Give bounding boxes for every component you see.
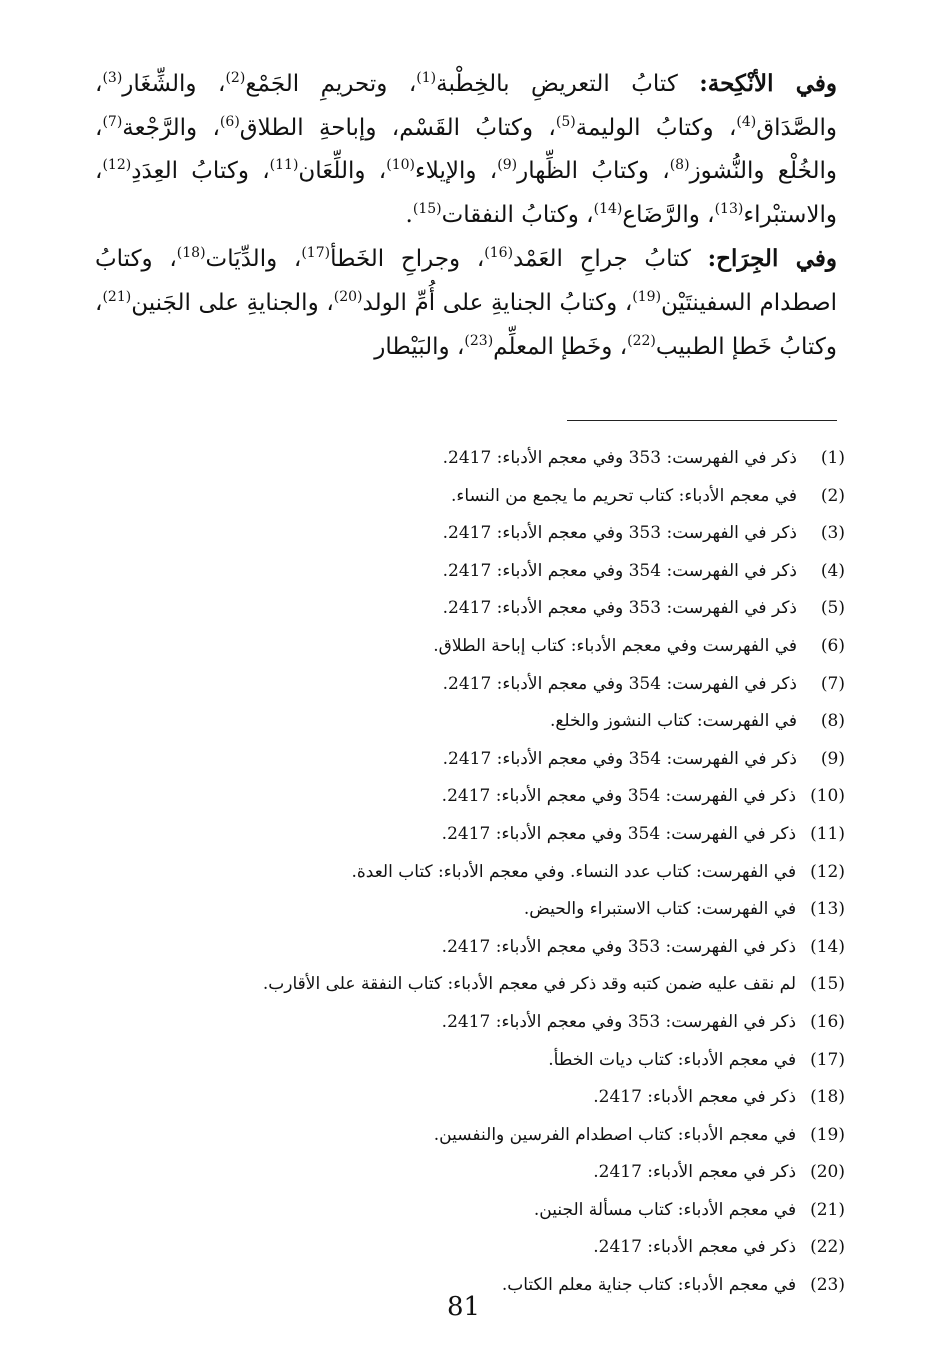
page-number: 81 (446, 1292, 481, 1322)
footnote-number: (2) (820, 485, 845, 506)
footnote-item (85, 891, 845, 929)
text-run: ، والخُلْع والنُّشوز (95, 114, 837, 185)
text-run: ، والرَّجْعة (122, 114, 220, 141)
text-run: ، وكتابُ اصطدام السفينتَيْن (95, 246, 838, 316)
footnote-text: ذكر في الفهرست: 353 وفي معجم الأدباء: 2417. (442, 448, 797, 468)
footnote-text: ذكر في الفهرست: 354 وفي معجم الأدباء: 2417. (442, 673, 797, 694)
footnote-ref: (22) (627, 332, 656, 349)
footnote-text: في معجم الأدباء: كتاب جناية معلم الكتاب. (501, 1275, 797, 1296)
footnote-text: ذكر في الفهرست: 353 وفي معجم الأدباء: 2417. (442, 523, 797, 544)
footnote-number: (16) (810, 1011, 845, 1032)
footnote-text: ذكر في الفهرست: 353 وفي معجم الأدباء: 2417. (441, 1011, 797, 1032)
footnote-number: (12) (810, 861, 845, 882)
footnote-number: (7) (820, 673, 845, 694)
text-run: ، وكتابُ خَطإ الطبيب (95, 289, 837, 360)
text-run: ، والاستبْراء (95, 158, 837, 228)
footnote-list (85, 440, 845, 1305)
footnote-number: (13) (810, 899, 845, 920)
footnote-ref: (21) (102, 288, 132, 305)
footnote-item (85, 741, 845, 779)
footnote-text: ذكر في معجم الأدباء: 2417. (593, 1237, 797, 1258)
footnote-number: (1) (820, 448, 845, 468)
footnote-item (85, 1004, 845, 1042)
footnote-number: (21) (810, 1199, 845, 1220)
footnote-ref: (19) (632, 288, 662, 305)
footnote-ref: (15) (412, 200, 442, 217)
footnote-ref: (1) (416, 70, 437, 86)
footnote-number: (3) (820, 523, 845, 544)
text-run: ، وجراحِ الخَطأ (330, 246, 485, 273)
footnote-ref: (23) (464, 332, 494, 349)
footnote-number: (22) (810, 1237, 845, 1258)
footnote-item (85, 440, 845, 478)
footnote-item (85, 966, 845, 1004)
text-run: ، والبَيْطار (374, 333, 465, 360)
footnote-item (85, 590, 845, 628)
footnote-item (85, 1042, 845, 1080)
text-run: ، والصَّدَاق (95, 71, 837, 141)
footnote-text: ذكر في الفهرست: 354 وفي معجم الأدباء: 2417. (441, 786, 797, 807)
footnote-ref: (5) (555, 113, 576, 130)
paragraph-injuries (95, 237, 837, 369)
footnote-number: (5) (820, 598, 845, 619)
footnote-text: ذكر في معجم الأدباء: 2417. (593, 1087, 797, 1108)
footnote-ref: (7) (102, 113, 123, 130)
footnote-number: (18) (810, 1087, 845, 1108)
footnote-text: في معجم الأدباء: كتاب مسألة الجنين. (533, 1199, 797, 1220)
footnote-number: (14) (810, 936, 845, 957)
text-run: كتابُ التعريضِ بالخِطْبة (436, 71, 700, 97)
footnote-number: (11) (810, 823, 845, 844)
text-run: كتابُ جراحِ العَمْد (513, 246, 708, 273)
footnote-text: ذكر في الفهرست: 354 وفي معجم الأدباء: 2417. (442, 748, 797, 769)
text-run: ، والدِّيَات (205, 246, 302, 273)
footnote-item (85, 703, 845, 741)
footnote-ref: (3) (102, 70, 123, 86)
footnote-item (85, 1192, 845, 1230)
footnote-ref: (14) (593, 200, 623, 217)
footnote-text: في معجم الأدباء: كتاب اصطدام الفرسين والنفسين. (433, 1124, 797, 1145)
footnote-ref: (10) (386, 157, 415, 174)
footnote-number: (23) (810, 1275, 845, 1296)
footnote-ref: (4) (736, 113, 757, 130)
footnote-ref: (9) (497, 157, 518, 174)
footnote-number: (4) (820, 560, 845, 581)
text-run: ، والإيلاء (414, 158, 498, 185)
text-run: ، وكتابُ النفقات (441, 201, 594, 228)
footnote-text: في معجم الأدباء: كتاب تحريم ما يجمع من النساء. (451, 485, 797, 506)
footnote-ref: (16) (484, 245, 514, 262)
footnote-ref: (18) (176, 245, 206, 262)
footnote-number: (10) (810, 786, 845, 807)
footnote-item (85, 929, 845, 967)
text-run: . (405, 201, 413, 228)
paragraph-marriage (95, 62, 837, 237)
footnote-number: (15) (810, 974, 845, 995)
text-run: ، وكتابُ العِدَدِ (131, 158, 270, 185)
footnote-ref: (6) (219, 113, 240, 130)
footnote-number: (17) (810, 1049, 845, 1070)
footnote-item (85, 778, 845, 816)
footnote-separator (567, 420, 837, 421)
footnote-item (85, 1154, 845, 1192)
text-run: ، وتحريمِ الجَمْع (245, 71, 417, 97)
footnote-item (85, 515, 845, 553)
footnote-ref: (20) (333, 288, 363, 305)
footnote-item (85, 1079, 845, 1117)
footnote-item (85, 666, 845, 704)
text-run: ، وكتابُ الوليمة (575, 114, 737, 141)
footnote-number: (20) (810, 1162, 845, 1183)
footnote-item (85, 478, 845, 516)
footnote-number: (9) (820, 748, 845, 769)
text-run: ، والجنايةِ على الجَنين (131, 289, 334, 316)
text-run: ، وكتابُ الجنايةِ على أُمِّ الولد (362, 289, 633, 316)
footnote-item (85, 553, 845, 591)
text-run: ، والشِّغَار (122, 71, 226, 97)
footnote-text: في الفهرست وفي معجم الأدباء: كتاب إباحة الطلاق. (433, 635, 797, 656)
footnote-ref: (8) (669, 157, 690, 174)
footnote-ref: (13) (714, 200, 744, 217)
footnote-item (85, 1117, 845, 1155)
footnote-text: ذكر في الفهرست: 353 وفي معجم الأدباء: 2417. (442, 598, 797, 619)
footnote-text: في معجم الأدباء: كتاب ديات الخطأ. (548, 1049, 797, 1070)
footnote-number: (8) (820, 711, 845, 732)
footnote-text: ذكر في معجم الأدباء: 2417. (593, 1162, 797, 1183)
section-lead-injuries: وفي الجِرَاح: (707, 245, 837, 273)
footnote-text: ذكر في الفهرست: 353 وفي معجم الأدباء: 2417. (441, 936, 797, 957)
footnote-ref: (11) (269, 157, 299, 174)
footnote-text: في الفهرست: كتاب الاستبراء والحيض. (523, 899, 797, 920)
footnote-item (85, 628, 845, 666)
footnote-text: ذكر في الفهرست: 354 وفي معجم الأدباء: 2417. (441, 823, 797, 844)
footnote-ref: (12) (102, 157, 132, 174)
text-run: ، وخَطإ المعلِّم (493, 333, 628, 360)
text-run: ، وكتابُ الظِّهار (517, 158, 670, 185)
main-text (95, 62, 837, 369)
text-run: ، والرَّضَاع (622, 201, 715, 228)
footnote-ref: (2) (225, 70, 246, 86)
footnote-text: ذكر في الفهرست: 354 وفي معجم الأدباء: 2417. (442, 560, 797, 581)
footnote-text: في الفهرست: كتاب النشوز والخلع. (549, 711, 797, 732)
footnote-number: (19) (810, 1124, 845, 1145)
section-lead-marriage: وفي الأنْكِحة: (699, 70, 838, 97)
footnote-item (85, 816, 845, 854)
footnote-item (85, 854, 845, 892)
text-run: ، وكتابُ القَسْم، وإباحةِ الطلاق (239, 114, 556, 141)
footnote-text: لم نقف عليه ضمن كتبه وقد ذكر في معجم الأدباء: كتاب النفقة على الأقارب. (262, 974, 797, 995)
footnote-number: (6) (820, 635, 845, 656)
footnote-text: في الفهرست: كتاب عدد النساء. وفي معجم الأدباء: كتاب العدة. (351, 861, 797, 882)
footnote-ref: (17) (301, 245, 331, 262)
text-run: ، واللِّعَان (298, 158, 387, 185)
footnote-item (85, 1229, 845, 1267)
